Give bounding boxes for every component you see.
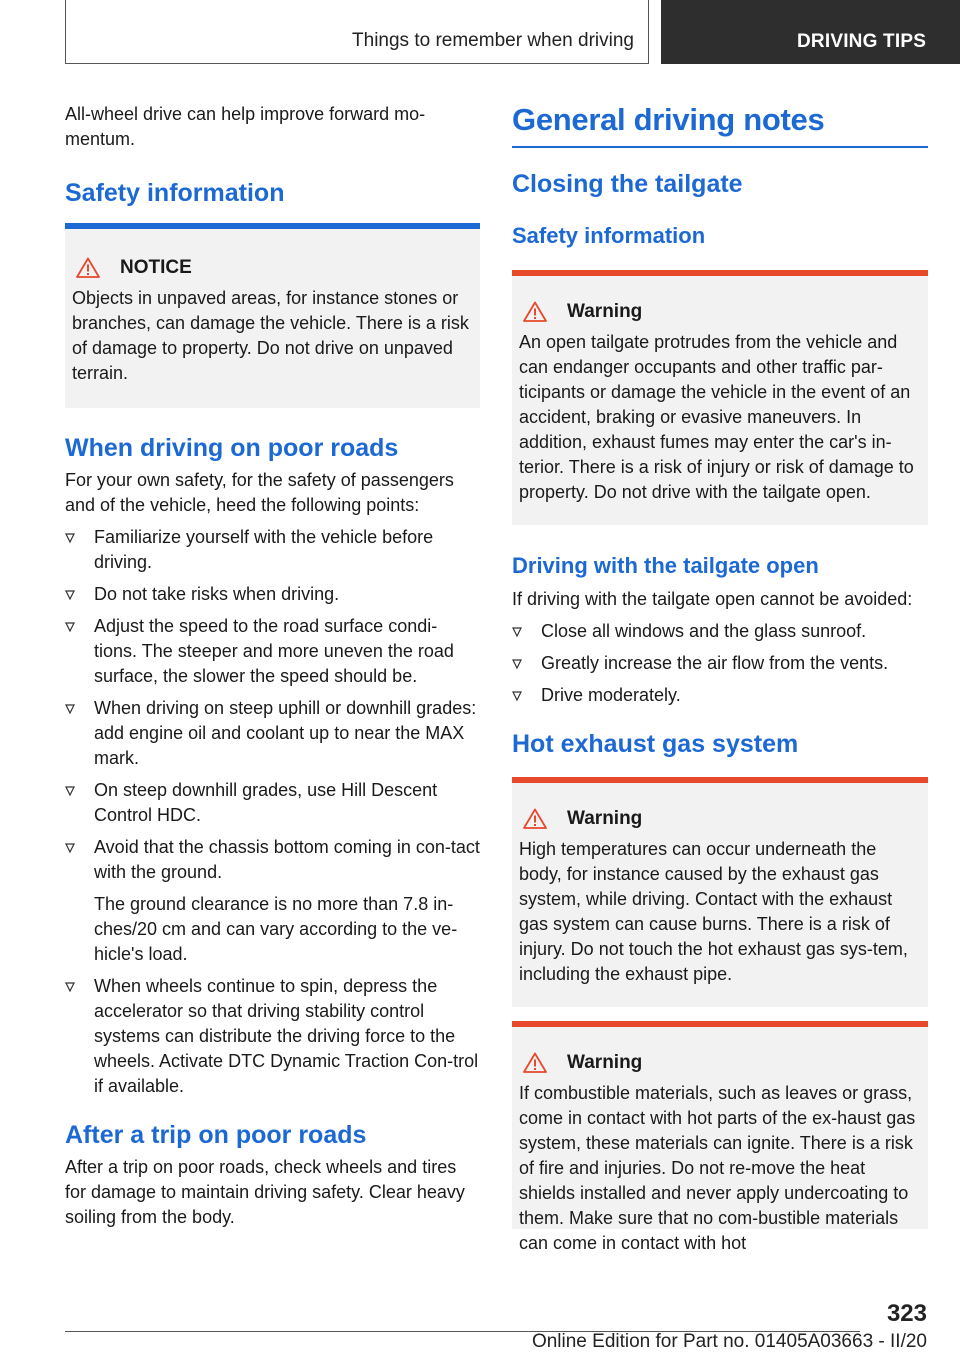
list-item-text: Close all windows and the glass sunroof. [541, 621, 867, 641]
list-item-text: Familiarize yourself with the vehicle before driving. [94, 527, 434, 572]
list-item-text: Drive moderately. [541, 685, 681, 705]
triangle-bullet-icon [65, 533, 75, 543]
triangle-bullet-icon [65, 704, 75, 714]
general-driving-notes-heading: General driving notes [512, 102, 928, 148]
tailgate-safety-heading: Safety information [512, 223, 706, 248]
list-item-text: When wheels continue to spin, depress the accelerator so that driving stability control systems can distribute the driving force to the wheels. Activate DTC Dynamic Traction Con-trol if available. [94, 976, 479, 1096]
poor-roads-intro: For your own safety, for the safety of passengers and of the vehicle, heed the following points: [65, 470, 454, 515]
list-item-text: Do not take risks when driving. [94, 584, 340, 604]
warning-triangle-icon [523, 1052, 547, 1073]
warning-label: Warning [567, 1052, 643, 1073]
header-section-title: Things to remember when driving [352, 30, 634, 51]
list-item [65, 835, 480, 967]
list-item [512, 619, 928, 644]
triangle-bullet-icon [65, 622, 75, 632]
warning-triangle-icon [523, 808, 547, 829]
list-item-text: On steep downhill grades, use Hill Descent Control HDC. [94, 780, 438, 825]
after-trip-heading: After a trip on poor roads [65, 1121, 367, 1149]
list-item-text: Greatly increase the air flow from the vents. [541, 653, 889, 673]
tailgate-open-intro: If driving with the tailgate open cannot be avoided: [512, 589, 913, 609]
header-chapter-tab: DRIVING TIPS [661, 0, 960, 64]
list-item [65, 525, 480, 575]
warning-title [519, 1050, 921, 1075]
triangle-bullet-icon [512, 627, 522, 637]
footer-edition: Online Edition for Part no. 01405A03663 - II/20 [531, 1331, 927, 1352]
tailgate-warning-box [512, 270, 928, 525]
closing-tailgate-heading: Closing the tailgate [512, 170, 743, 198]
tailgate-open-list [512, 619, 928, 708]
triangle-bullet-icon [65, 786, 75, 796]
warning-text: If combustible materials, such as leaves or grass, come in contact with hot parts of the ex-haust gas system, these materials can ignite. There is a risk of fire and injuries. Do not re-move the heat shields installed and never apply undercoating to them. Make sure that no com-bustible materials can come in contact with hot [519, 1083, 916, 1253]
warning-label: Warning [567, 808, 643, 829]
hot-exhaust-heading: Hot exhaust gas system [512, 730, 799, 758]
triangle-bullet-icon [65, 843, 75, 853]
list-item [65, 778, 480, 828]
list-item-text: Adjust the speed to the road surface condi-tions. The steeper and more uneven the road surface, the slower the speed should be. [94, 616, 454, 686]
notice-title [72, 255, 473, 280]
poor-roads-heading: When driving on poor roads [65, 434, 399, 462]
warning-label: Warning [567, 301, 643, 322]
triangle-bullet-icon [65, 590, 75, 600]
notice-label: NOTICE [120, 257, 192, 278]
safety-information-heading: Safety information [65, 179, 285, 207]
tailgate-open-heading: Driving with the tailgate open [512, 553, 819, 578]
triangle-bullet-icon [512, 691, 522, 701]
triangle-bullet-icon [65, 982, 75, 992]
list-item [65, 582, 480, 607]
notice-text: Objects in unpaved areas, for instance stones or branches, can damage the vehicle. There is a risk of damage to property. Do not drive on unpaved terrain. [72, 288, 469, 383]
warning-title [519, 299, 921, 324]
warning-triangle-icon [76, 257, 100, 278]
triangle-bullet-icon [512, 659, 522, 669]
exhaust-warning-box [512, 777, 928, 1007]
list-item [512, 683, 928, 708]
left-column [65, 102, 480, 1230]
notice-box [65, 223, 480, 408]
list-item [65, 614, 480, 689]
list-item [65, 696, 480, 771]
list-item-text: Avoid that the chassis bottom coming in con-tact with the ground. [94, 837, 480, 882]
warning-triangle-icon [523, 301, 547, 322]
combustible-warning-box [512, 1021, 928, 1253]
intro-paragraph: All-wheel drive can help improve forward mo-mentum. [65, 104, 426, 149]
right-column [512, 102, 928, 1253]
warning-text: An open tailgate protrudes from the vehicle and can endanger occupants and other traffic par-ticipants or damage the vehicle in the event of an accident, braking or evasive maneuvers. In addition, exhaust fumes may enter the car's in-terior. There is a risk of injury or risk of damage to property. Do not drive with the tailgate open. [519, 332, 914, 502]
after-trip-text: After a trip on poor roads, check wheels and tires for damage to maintain driving safety. Clear heavy soiling from the body. [65, 1157, 465, 1227]
list-item-text: When driving on steep uphill or downhill grades: add engine oil and coolant up to near the MAX mark. [94, 698, 477, 768]
clearance-note: The ground clearance is no more than 7.8 in-ches/20 cm and can vary according to the ve-hicle's load. [94, 894, 458, 964]
list-item [512, 651, 928, 676]
list-item [65, 974, 480, 1099]
poor-roads-list [65, 525, 480, 1099]
warning-title [519, 806, 921, 831]
warning-text: High temperatures can occur underneath the body, for instance caused by the exhaust gas system, while driving. Contact with the exhaust gas system can cause burns. There is a risk of injury. Do not touch the hot exhaust gas sys-tem, including the exhaust pipe. [519, 839, 908, 984]
page-number: 323 [886, 1300, 927, 1327]
